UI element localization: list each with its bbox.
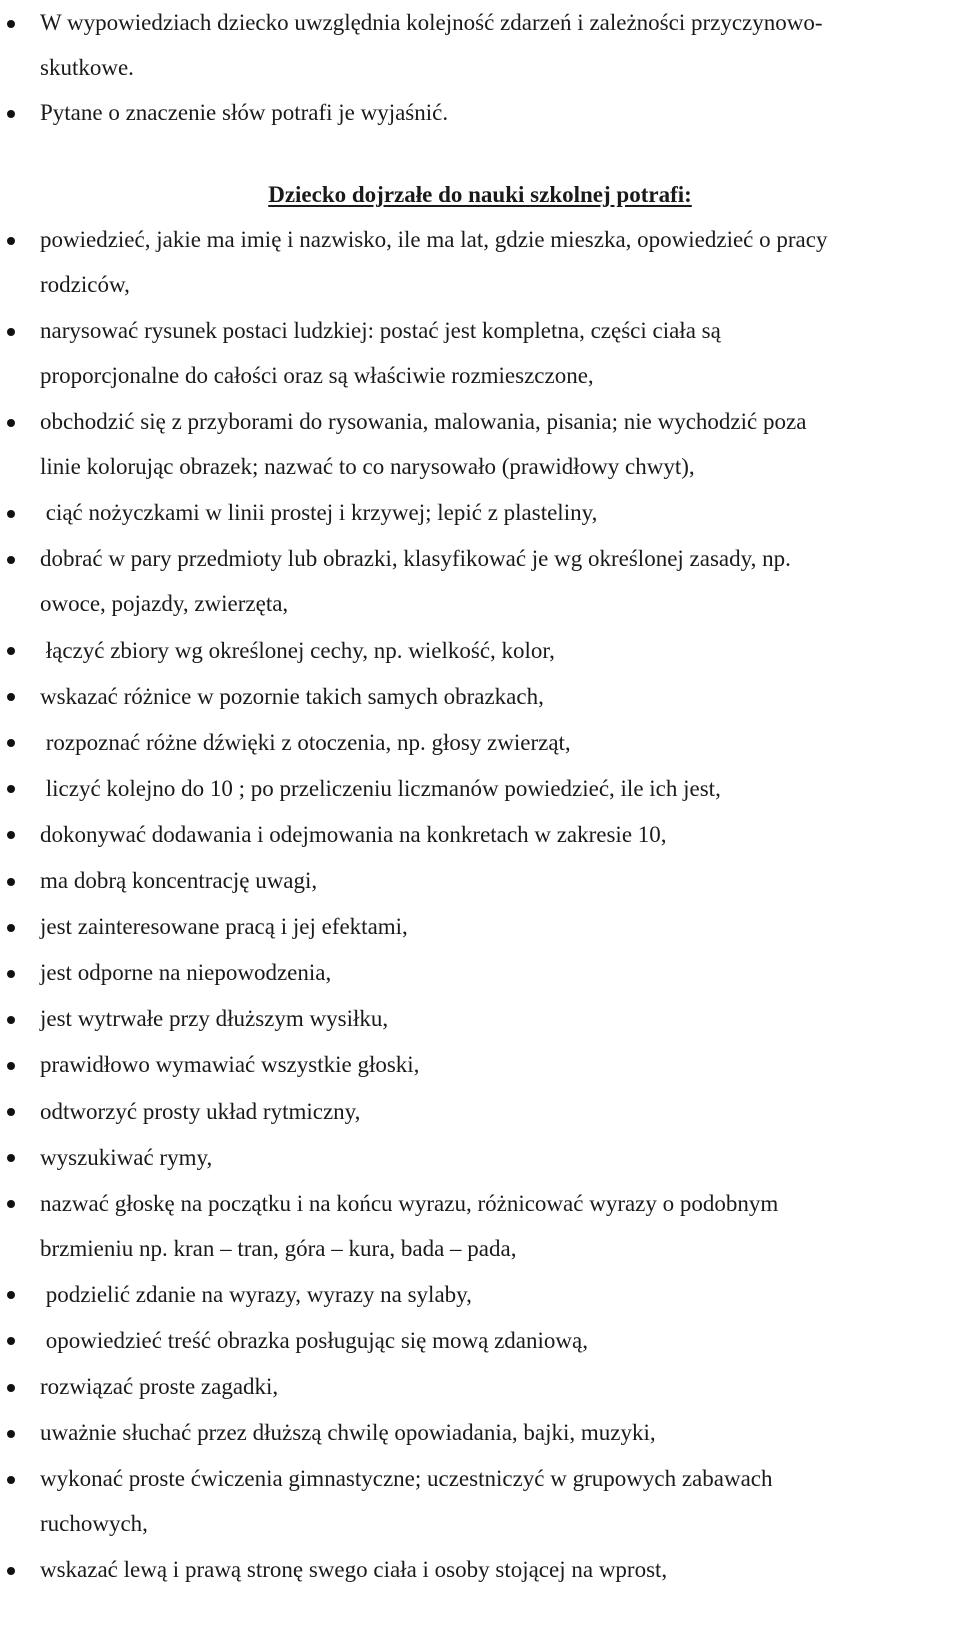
bullet-icon (7, 970, 15, 978)
bullet-icon (7, 924, 15, 932)
list-item-line: liczyć kolejno do 10 ; po przeliczeniu liczmanów powiedzieć, ile ich jest, (40, 775, 721, 801)
bullet-icon (7, 110, 15, 118)
list-item-line: narysować rysunek postaci ludzkiej: postać jest kompletna, części ciała są (40, 318, 721, 344)
bullet-icon (7, 510, 15, 518)
list-item-line: opowiedzieć treść obrazka posługując się mową zdaniową, (40, 1327, 588, 1353)
bullet-icon (7, 647, 15, 655)
bullet-icon (7, 831, 15, 839)
list-item-line: powiedzieć, jakie ma imię i nazwisko, ile ma lat, gdzie mieszka, opowiedzieć o pracy (40, 227, 828, 252)
bullet-icon (7, 1476, 15, 1484)
bullet-icon (7, 739, 15, 747)
list-item-line: proporcjonalne do całości oraz są właściwie rozmieszczone, (40, 363, 594, 389)
list-item-line: dobrać w pary przedmioty lub obrazki, klasyfikować je wg określonej zasady, np. (40, 546, 791, 572)
bullet-icon (7, 693, 15, 701)
list-item-line: jest zainteresowane pracą i jej efektami, (40, 914, 408, 940)
list-item-line: brzmieniu np. kran – tran, góra – kura, bada – pada, (40, 1235, 517, 1261)
bullet-icon (7, 878, 15, 886)
bullet-icon (7, 1430, 15, 1438)
list-item-line: owoce, pojazdy, zwierzęta, (40, 591, 289, 617)
list-item-line: odtworzyć prosty układ rytmiczny, (40, 1098, 361, 1124)
list-item-line: skutkowe. (40, 55, 134, 80)
list-item-line: rozwiązać proste zagadki, (40, 1374, 279, 1399)
bullet-icon (7, 328, 15, 336)
list-item-line: łączyć zbiory wg określonej cechy, np. wielkość, kolor, (40, 637, 555, 663)
bullet-icon (7, 1291, 15, 1299)
list-item-line: wskazać lewą i prawą stronę swego ciała i osoby stojącej na wprost, (40, 1557, 668, 1583)
bullet-icon (7, 20, 15, 28)
list-item-line: dokonywać dodawania i odejmowania na konkretach w zakresie 10, (40, 821, 667, 847)
bullet-icon (7, 419, 15, 427)
list-item-line: rozpoznać różne dźwięki z otoczenia, np. głosy zwierząt, (40, 729, 571, 755)
bullet-icon (7, 237, 15, 245)
list-item-line: ciąć nożyczkami w linii prostej i krzywej; lepić z plasteliny, (40, 500, 598, 526)
bullet-icon (7, 1154, 15, 1162)
list-item-line: obchodzić się z przyborami do rysowania, malowania, pisania; nie wychodzić poza (40, 409, 807, 435)
bullet-icon (7, 1108, 15, 1116)
list-item-line: nazwać głoskę na początku i na końcu wyrazu, różnicować wyrazy o podobnym (40, 1190, 779, 1216)
list-item-line: podzielić zdanie na wyrazy, wyrazy na sylaby, (40, 1281, 472, 1307)
bullet-icon (7, 1567, 15, 1575)
list-item-line: ma dobrą koncentrację uwagi, (40, 868, 318, 893)
list-item-line: Pytane o znaczenie słów potrafi je wyjaśnić. (40, 100, 449, 125)
list-item-line: W wypowiedziach dziecko uwzględnia kolejność zdarzeń i zależności przyczynowo- (40, 10, 823, 35)
list-item-line: ruchowych, (40, 1511, 148, 1537)
bullet-icon (7, 1062, 15, 1070)
list-item-line: wyszukiwać rymy, (40, 1144, 213, 1170)
list-item-line: wykonać proste ćwiczenia gimnastyczne; uczestniczyć w grupowych zabawach (40, 1466, 773, 1492)
list-item-line: rodziców, (40, 272, 130, 297)
list-item-line: jest odporne na niepowodzenia, (40, 960, 332, 986)
list-item-line: wskazać różnice w pozornie takich samych obrazkach, (40, 683, 544, 709)
list-item-line: linie kolorując obrazek; nazwać to co narysowało (prawidłowy chwyt), (40, 454, 695, 480)
bullet-icon (7, 1384, 15, 1392)
bullet-icon (7, 1016, 15, 1024)
list-item-line: prawidłowo wymawiać wszystkie głoski, (40, 1052, 420, 1078)
bullet-icon (7, 556, 15, 564)
section-heading: Dziecko dojrzałe do nauki szkolnej potrafi: (268, 182, 692, 207)
list-item-line: jest wytrwałe przy dłuższym wysiłku, (40, 1006, 389, 1032)
bullet-icon (7, 785, 15, 793)
bullet-icon (7, 1200, 15, 1208)
bullet-icon (7, 1337, 15, 1345)
list-item-line: uważnie słuchać przez dłuższą chwilę opowiadania, bajki, muzyki, (40, 1420, 656, 1446)
